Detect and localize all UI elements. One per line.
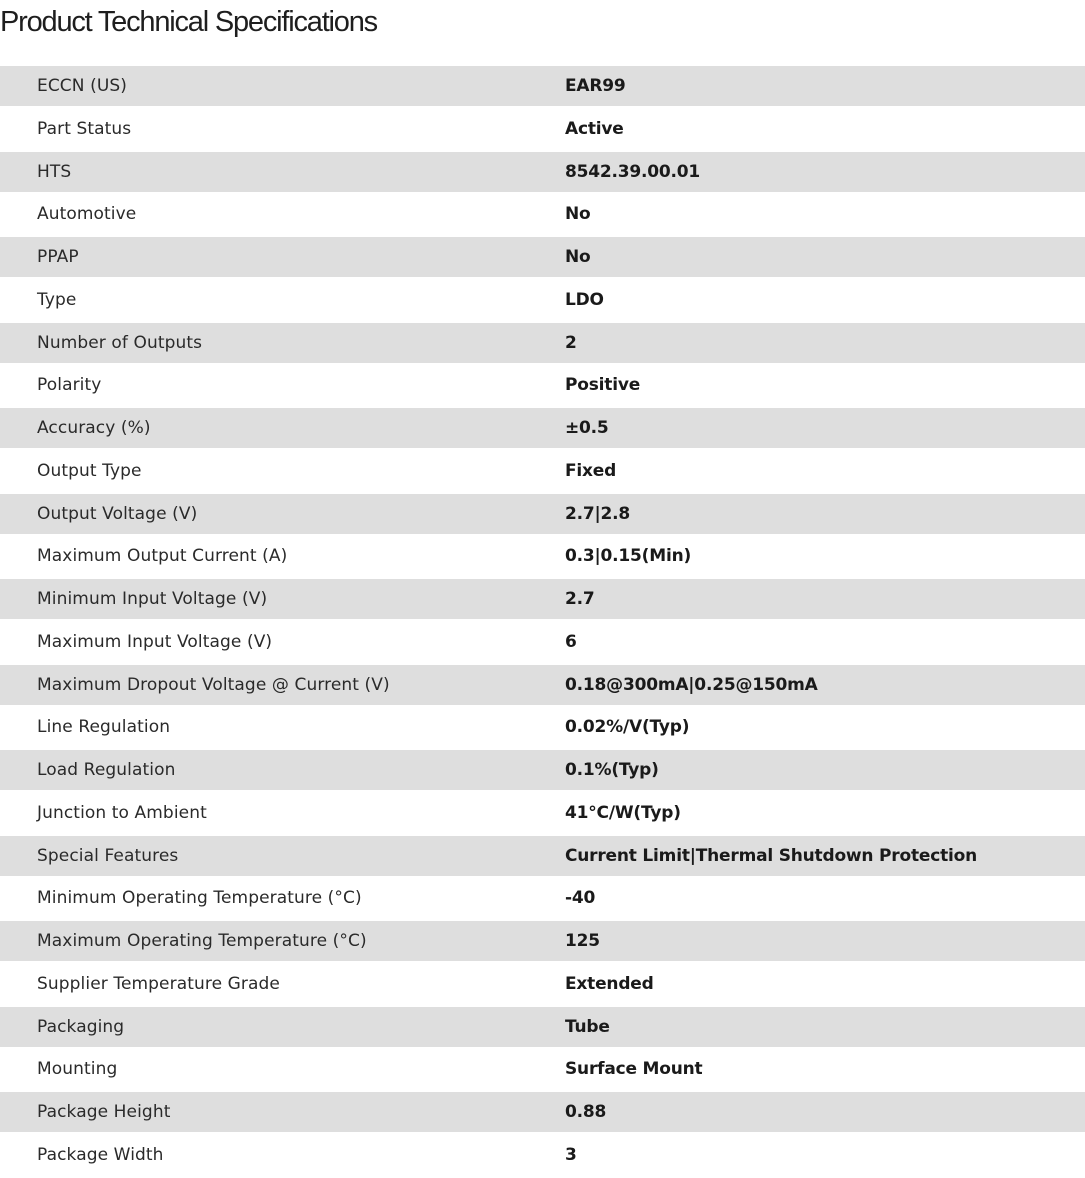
spec-value: 0.02%/V(Typ) <box>565 717 690 738</box>
spec-name: Maximum Output Current (A) <box>37 546 288 567</box>
spec-name: Line Regulation <box>37 717 171 738</box>
spec-name: Number of Outputs <box>0 323 565 363</box>
spec-value: Active <box>565 118 624 139</box>
spec-name: Load Regulation <box>0 750 565 790</box>
spec-name: Package Height <box>0 1092 565 1132</box>
spec-row-packaging <box>0 1007 1085 1047</box>
spec-name: ECCN (US) <box>0 66 565 106</box>
spec-value: 6 <box>565 631 577 652</box>
spec-row-output-type <box>0 448 1085 494</box>
spec-value: -40 <box>565 888 596 909</box>
spec-value: EAR99 <box>565 66 1085 106</box>
spec-row-hts <box>0 152 1085 192</box>
spec-value: Tube <box>565 1007 1085 1047</box>
spec-value: Current Limit|Thermal Shutdown Protection <box>565 836 1085 876</box>
spec-name: Output Type <box>37 460 142 481</box>
spec-value: 125 <box>565 921 1085 961</box>
spec-value: 2.7|2.8 <box>565 494 1085 534</box>
spec-name: Package Width <box>37 1144 164 1165</box>
spec-name: Mounting <box>37 1059 118 1080</box>
spec-name: Maximum Input Voltage (V) <box>37 631 273 652</box>
spec-row-accuracy <box>0 408 1085 448</box>
spec-row-automotive <box>0 192 1085 238</box>
spec-value: 2.7 <box>565 579 1085 619</box>
spec-row-package-height <box>0 1092 1085 1132</box>
spec-row-part-status <box>0 106 1085 152</box>
spec-name: Maximum Operating Temperature (°C) <box>0 921 565 961</box>
spec-name: Junction to Ambient <box>37 802 207 823</box>
spec-table <box>0 66 1085 1178</box>
spec-row-special-features <box>0 836 1085 876</box>
spec-value: 0.3|0.15(Min) <box>565 546 692 567</box>
spec-value: 0.1%(Typ) <box>565 750 1085 790</box>
spec-value: 2 <box>565 323 1085 363</box>
spec-name: Special Features <box>0 836 565 876</box>
spec-row-number-of-outputs <box>0 323 1085 363</box>
spec-row-type <box>0 277 1085 323</box>
spec-name: Maximum Dropout Voltage @ Current (V) <box>0 665 565 705</box>
spec-value: No <box>565 204 591 225</box>
spec-row-max-operating-temp <box>0 921 1085 961</box>
spec-table-body <box>0 66 1085 1178</box>
spec-value: 3 <box>565 1144 577 1165</box>
spec-row-load-regulation <box>0 750 1085 790</box>
spec-value: Positive <box>565 375 641 396</box>
spec-name: Polarity <box>37 375 102 396</box>
spec-value: Fixed <box>565 460 617 481</box>
spec-row-max-output-current <box>0 534 1085 580</box>
spec-row-line-regulation <box>0 705 1085 751</box>
spec-name: Part Status <box>37 118 132 139</box>
spec-row-eccn <box>0 66 1085 106</box>
spec-row-max-dropout-voltage <box>0 665 1085 705</box>
spec-row-polarity <box>0 363 1085 409</box>
spec-row-supplier-temp-grade <box>0 961 1085 1007</box>
spec-value: ±0.5 <box>565 408 1085 448</box>
spec-value: LDO <box>565 289 604 310</box>
spec-name: Supplier Temperature Grade <box>37 973 280 994</box>
spec-name: Output Voltage (V) <box>0 494 565 534</box>
spec-name: Accuracy (%) <box>0 408 565 448</box>
spec-name: PPAP <box>0 237 565 277</box>
spec-name: Minimum Input Voltage (V) <box>0 579 565 619</box>
spec-value: 41°C/W(Typ) <box>565 802 681 823</box>
spec-value: 0.18@300mA|0.25@150mA <box>565 665 1085 705</box>
spec-name: Type <box>37 289 77 310</box>
page-title: Product Technical Specifications <box>0 6 377 38</box>
spec-name: Automotive <box>37 204 137 225</box>
spec-row-max-input-voltage <box>0 619 1085 665</box>
spec-value: 8542.39.00.01 <box>565 152 1085 192</box>
spec-row-mounting <box>0 1047 1085 1093</box>
spec-value: 0.88 <box>565 1092 1085 1132</box>
spec-value: No <box>565 237 1085 277</box>
spec-row-min-input-voltage <box>0 579 1085 619</box>
spec-row-junction-to-ambient <box>0 790 1085 836</box>
spec-row-output-voltage <box>0 494 1085 534</box>
spec-name: HTS <box>0 152 565 192</box>
spec-row-ppap <box>0 237 1085 277</box>
spec-row-min-operating-temp <box>0 876 1085 922</box>
spec-value: Surface Mount <box>565 1059 703 1080</box>
spec-value: Extended <box>565 973 654 994</box>
spec-name: Minimum Operating Temperature (°C) <box>37 888 362 909</box>
spec-row-package-width <box>0 1132 1085 1178</box>
spec-name: Packaging <box>0 1007 565 1047</box>
